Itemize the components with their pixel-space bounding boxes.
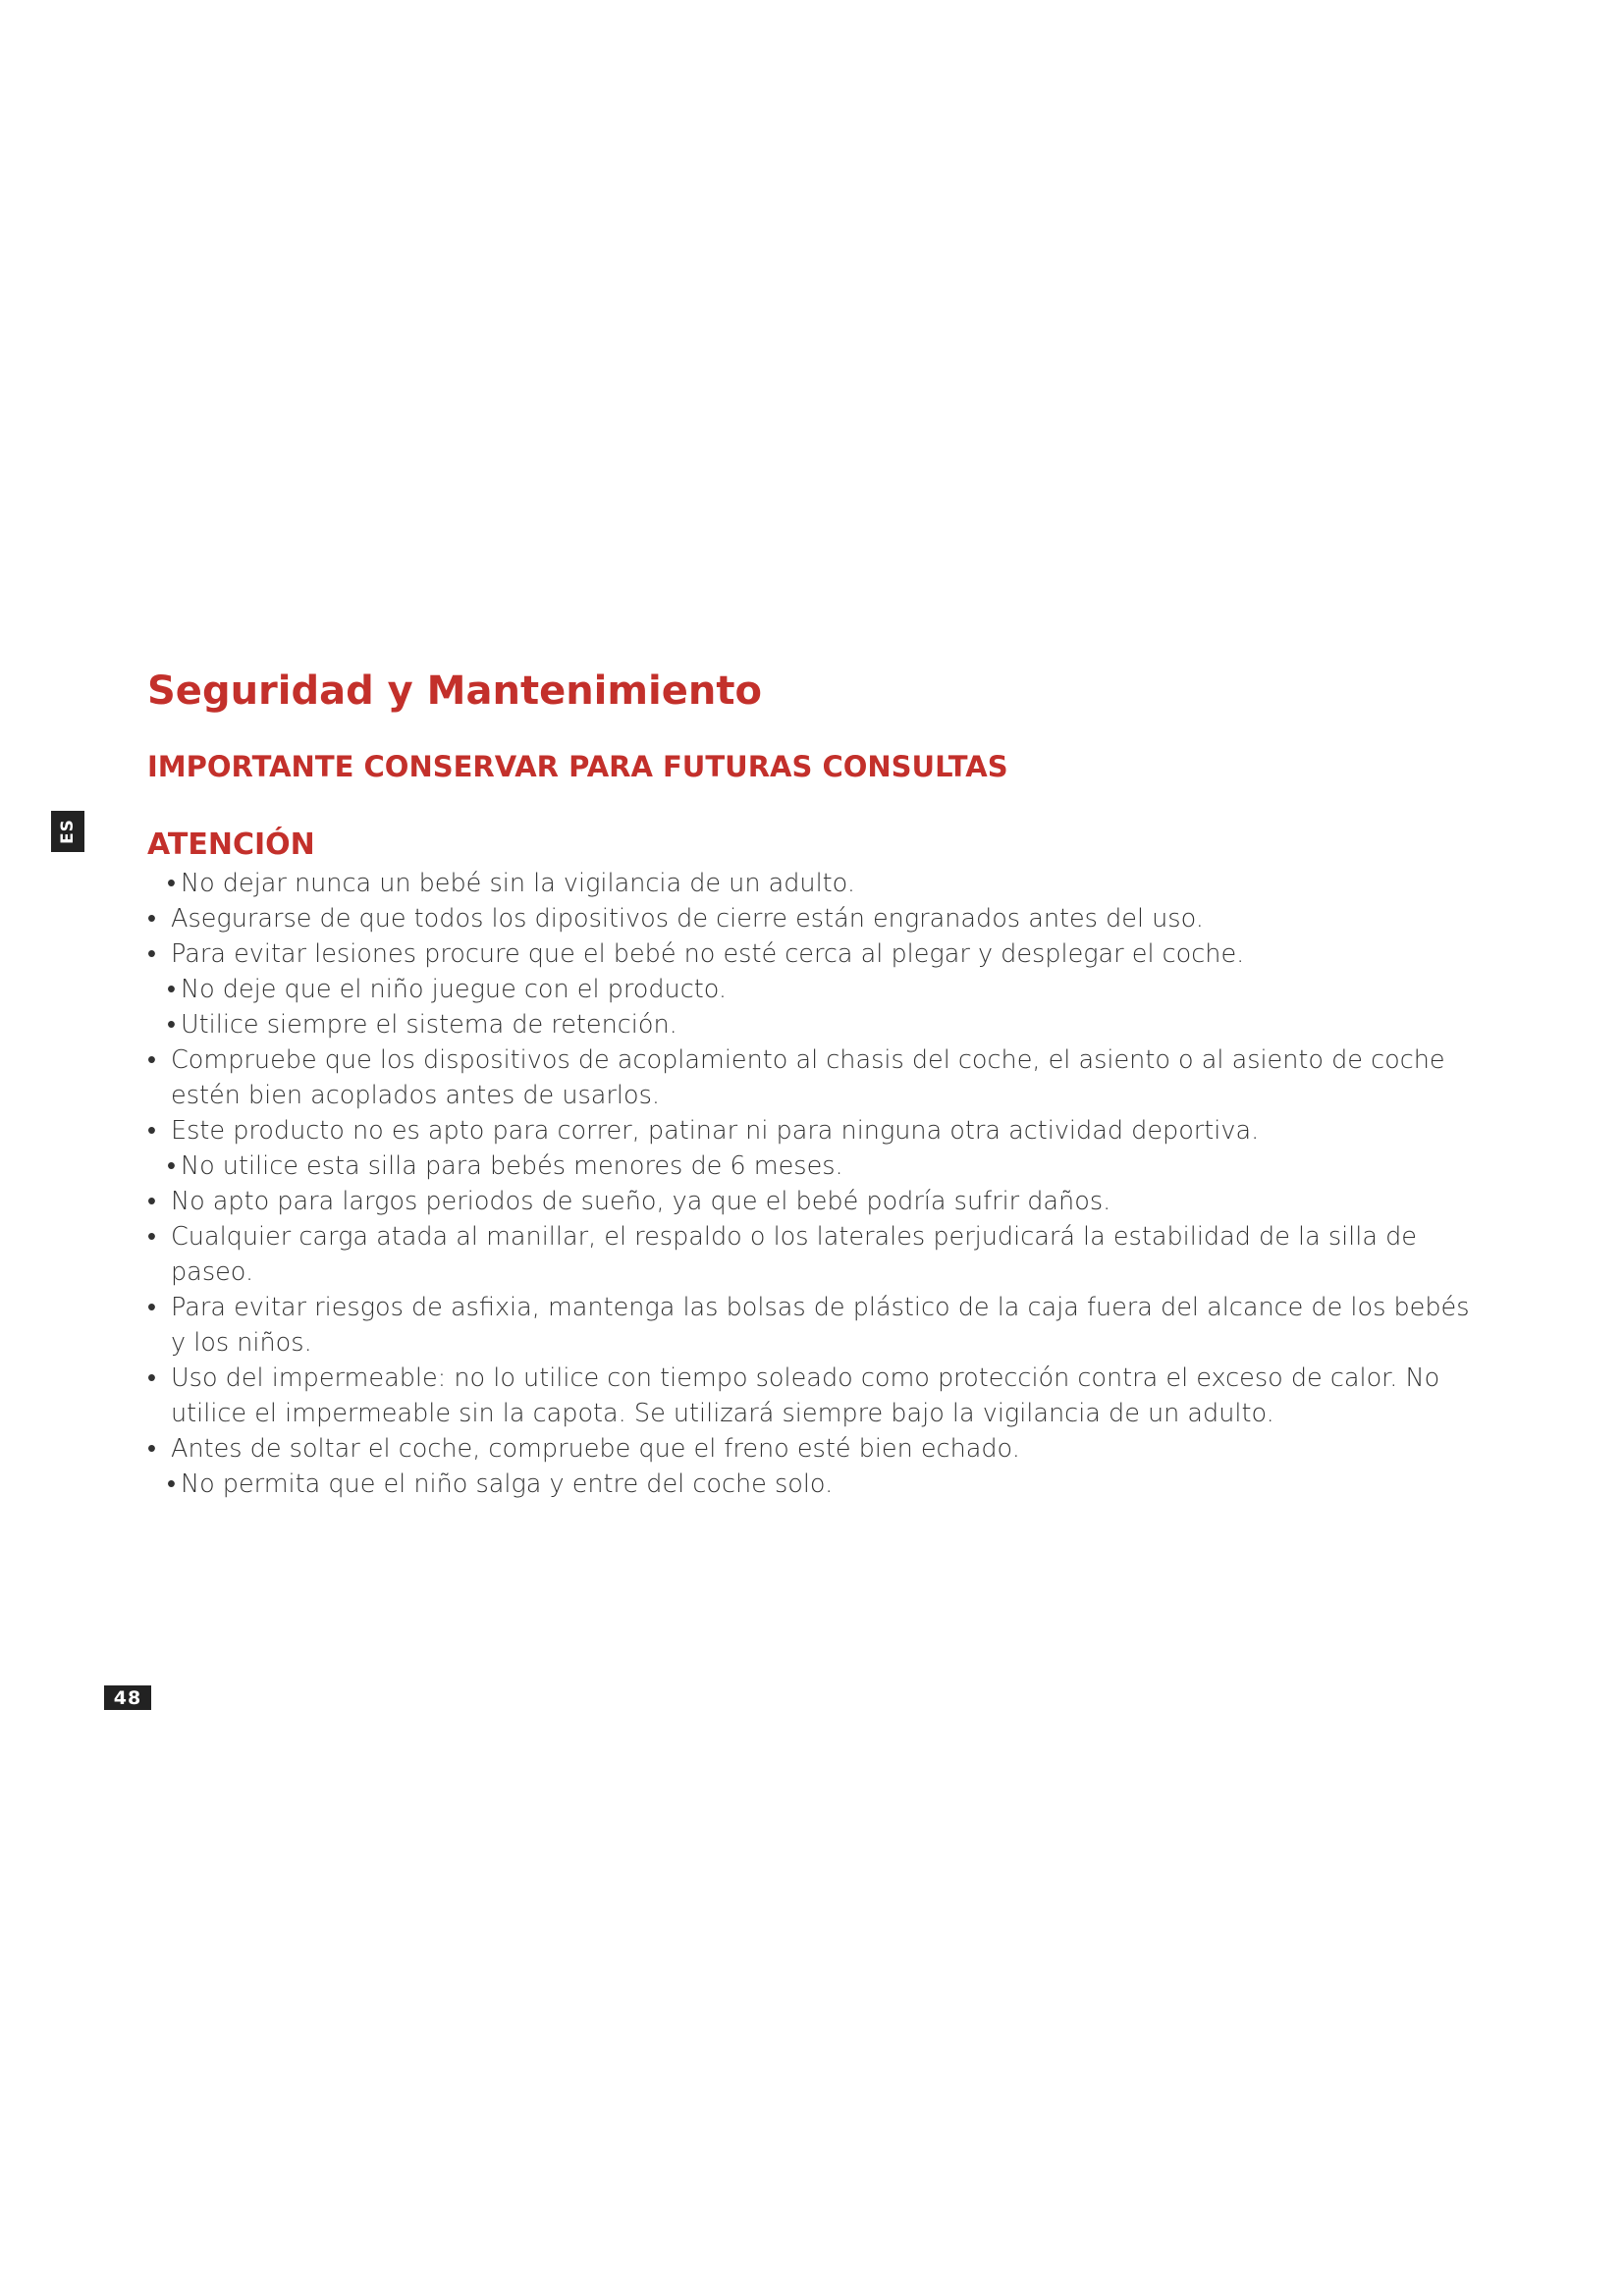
page-number: 48 bbox=[113, 1686, 142, 1709]
section-subtitle: IMPORTANTE CONSERVAR PARA FUTURAS CONSULTAS bbox=[147, 750, 1008, 783]
warning-item: • No utilice esta silla para bebés menores de 6 meses. bbox=[147, 1148, 1483, 1184]
warning-item: • No permita que el niño salga y entre del coche solo. bbox=[147, 1467, 1483, 1502]
warning-item: • No dejar nunca un bebé sin la vigilancia de un adulto. bbox=[147, 866, 1483, 901]
attention-heading: ATENCIÓN bbox=[147, 828, 315, 862]
warning-item: • Para evitar lesiones procure que el bebé no esté cerca al plegar y desplegar el coche. bbox=[147, 936, 1483, 972]
warning-item: • Antes de soltar el coche, compruebe que el freno esté bien echado. bbox=[147, 1431, 1483, 1467]
warning-item: • Este producto no es apto para correr, patinar ni para ninguna otra actividad deportiva. bbox=[147, 1113, 1483, 1148]
warnings-list bbox=[147, 866, 1483, 1502]
warning-item: • Uso del impermeable: no lo utilice con tiempo soleado como protección contra el exceso de calor. No utilice el impermeable sin la capota. Se utilizará siempre bajo la vigilancia de un adulto. bbox=[147, 1361, 1483, 1431]
warning-item: • Asegurarse de que todos los dipositivos de cierre están engranados antes del uso. bbox=[147, 901, 1483, 936]
page-number-badge bbox=[104, 1685, 151, 1710]
language-tab-label: ES bbox=[57, 819, 78, 844]
warning-item: • Para evitar riesgos de asfixia, mantenga las bolsas de plástico de la caja fuera del alcance de los bebés y los niños. bbox=[147, 1290, 1483, 1361]
page-title: Seguridad y Mantenimiento bbox=[147, 668, 762, 714]
warning-item: • Utilice siempre el sistema de retención. bbox=[147, 1007, 1483, 1042]
warning-item: • Cualquier carga atada al manillar, el respaldo o los laterales perjudicará la estabilidad de la silla de paseo. bbox=[147, 1219, 1483, 1290]
warning-item: • No apto para largos periodos de sueño, ya que el bebé podría sufrir daños. bbox=[147, 1184, 1483, 1219]
language-tab bbox=[51, 811, 84, 852]
warning-item: • Compruebe que los dispositivos de acoplamiento al chasis del coche, el asiento o al asiento de coche estén bien acoplados antes de usarlos. bbox=[147, 1042, 1483, 1113]
warning-item: • No deje que el niño juegue con el producto. bbox=[147, 972, 1483, 1007]
